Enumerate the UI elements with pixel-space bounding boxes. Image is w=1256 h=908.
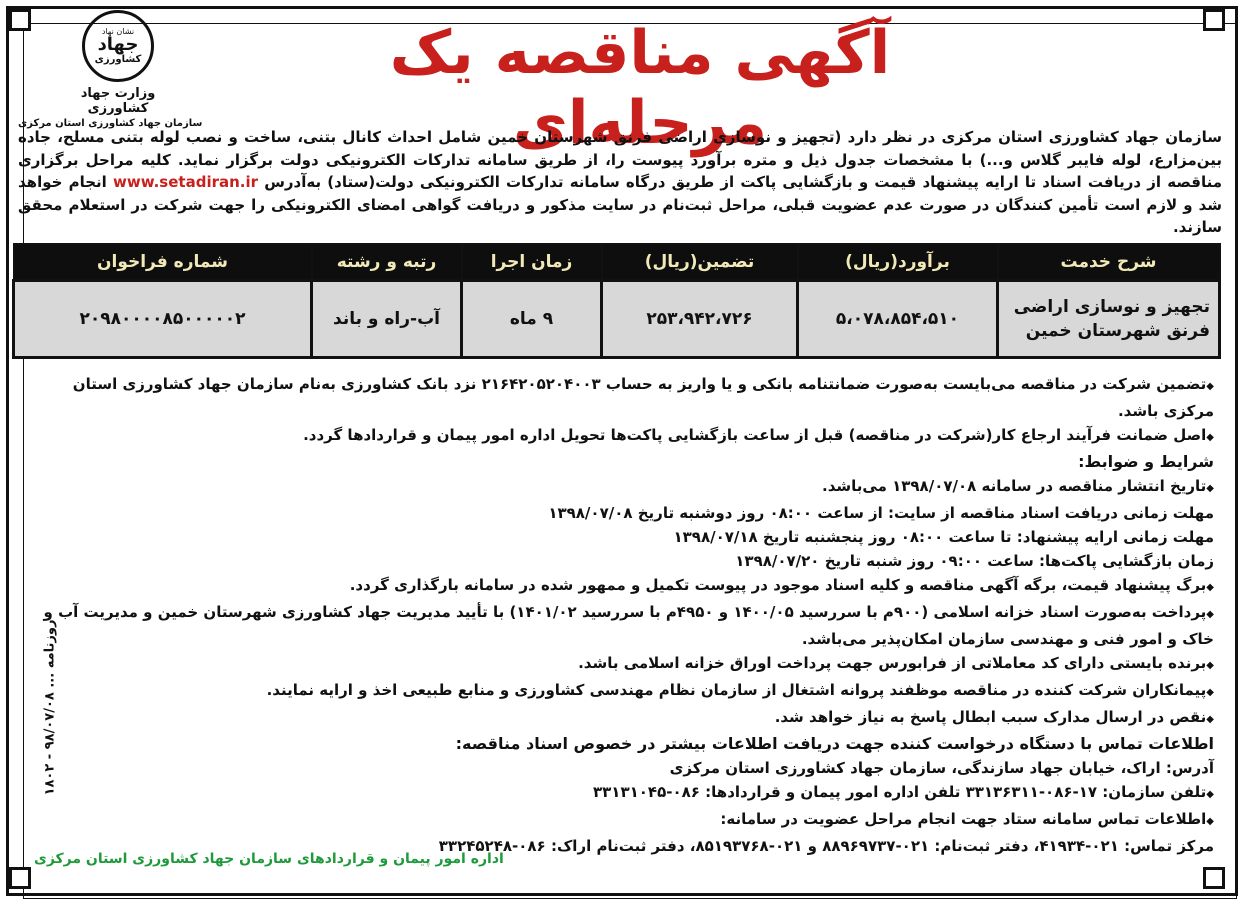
logo-block bbox=[18, 10, 203, 129]
conditions-heading: شرایط و ضوابط: bbox=[1078, 452, 1214, 471]
emblem-top-text: نشان نهاد bbox=[101, 27, 135, 36]
header-grade: رتبه و رشته bbox=[312, 244, 462, 281]
header-duration: زمان اجرا bbox=[462, 244, 602, 281]
organization-name: سازمان جهاد کشاورزی استان مرکزی bbox=[18, 118, 203, 129]
header-estimate: برآورد(ریال) bbox=[798, 244, 998, 281]
intro-org-name: سازمان جهاد کشاورزی استان مرکزی bbox=[941, 128, 1222, 146]
cell-guarantee: ۲۵۳،۹۴۲،۷۲۶ bbox=[602, 281, 798, 358]
license-note: ◆ پیمانکاران شرکت کننده در مناقصه موظفند پروانه اشتغال از سازمان نظام مهندسی کشاورزی و منابع طبیعی اخذ و ارایه نمایند. bbox=[18, 678, 1214, 705]
incomplete-docs-note: ◆ نقص در ارسال مدارک سبب ابطال پاسخ به نیاز خواهد شد. bbox=[18, 705, 1214, 732]
opening-time-label: زمان بازگشایی پاکت‌ها: bbox=[1033, 552, 1214, 570]
tender-table bbox=[12, 243, 1221, 359]
setad-url-link[interactable]: www.setadiran.ir bbox=[113, 173, 259, 191]
address-line bbox=[18, 756, 1214, 780]
trading-code-note: ◆ برنده بایستی دارای کد معاملاتی از فرابورس جهت پرداخت اوراق خزانه اسلامی باشد. bbox=[18, 651, 1214, 678]
table-row bbox=[14, 281, 1220, 358]
intro-text-2: انجام خواهد شد و لازم است تأمین کنندگان در صورت عدم عضویت قبلی، مراحل ثبت‌نام در سایت مذکور و دریافت گواهی امضای الکترونیکی را جهت شرکت در استعلام محقق سازند. bbox=[18, 173, 1222, 236]
address-label: آدرس: bbox=[1160, 759, 1214, 777]
submit-deadline-label: مهلت زمانی ارایه پیشنهاد: bbox=[1011, 528, 1214, 546]
header-service: شرح خدمت bbox=[998, 244, 1220, 281]
ad-title: آگهی مناقصه یک مرحله‌ای bbox=[389, 18, 891, 158]
call-center-line: مرکز تماس: ۰۲۱-۴۱۹۳۴، دفتر ثبت‌نام: ۰۲۱-۸۸۹۶۹۷۳۷ و ۰۲۱-۸۵۱۹۳۷۶۸، دفتر ثبت‌نام اراک: ۰۸۶-۳۳۲۴۵۲۴۸ bbox=[438, 837, 1214, 855]
cell-call-number: ۲۰۹۸۰۰۰۰۸۵۰۰۰۰۰۲ bbox=[14, 281, 312, 358]
conditions-body bbox=[18, 372, 1214, 858]
opening-time-value: ساعت ۰۹:۰۰ روز شنبه تاریخ ۱۳۹۸/۰۷/۲۰ bbox=[735, 552, 1034, 570]
frame-corner bbox=[1203, 867, 1225, 889]
cell-grade: آب-راه و باند bbox=[312, 281, 462, 358]
frame-corner bbox=[9, 867, 31, 889]
receive-deadline-value: از ساعت ۰۸:۰۰ روز دوشنبه تاریخ ۱۳۹۸/۰۷/۰۸ bbox=[548, 504, 883, 522]
frame-corner bbox=[9, 9, 31, 31]
intro-text-1: در نظر دارد (تجهیز و نوسازی اراضی فرنق شهرستان خمین شامل احداث کانال بتنی، ساخت و نصب لوله بتنی مسلح، جاده بین‌مزارع، لوله فایبر گلاس و...) با مشخصات جدول ذیل و متره برآورد پیوست را، از طریق سامانه تدارکات الکترونیکی دولت برگزار نماید. کلیه مراحل برگزاری مناقصه از دریافت اسناد تا ارایه پیشنهاد قیمت و بازگشایی پاکت از طریق درگاه سامانه تدارکات الکترونیکی دولت(ستاد) به‌آدرس bbox=[18, 128, 1222, 191]
cell-duration: ۹ ماه bbox=[462, 281, 602, 358]
cell-description: تجهیز و نوسازی اراضی فرنق شهرستان خمین bbox=[998, 281, 1220, 358]
contact-heading: اطلاعات تماس با دستگاه درخواست کننده جهت دریافت اطلاعات بیشتر در خصوص اسناد مناقصه: bbox=[455, 734, 1214, 753]
table-header-row bbox=[14, 244, 1220, 281]
publish-date-note: ◆ تاریخ انتشار مناقصه در سامانه ۱۳۹۸/۰۷/۰۸ می‌باشد. bbox=[18, 474, 1214, 501]
ministry-emblem bbox=[82, 10, 154, 82]
header-call-number: شماره فراخوان bbox=[14, 244, 312, 281]
cell-estimate: ۵،۰۷۸،۸۵۴،۵۱۰ bbox=[798, 281, 998, 358]
submit-deadline-value: تا ساعت ۰۸:۰۰ روز پنجشنبه تاریخ ۱۳۹۸/۰۷/۱۸ bbox=[673, 528, 1012, 546]
opening-time bbox=[18, 549, 1214, 573]
ministry-name: وزارت جهاد کشاورزی bbox=[80, 86, 156, 116]
documents-note: ◆ برگ پیشنهاد قیمت، برگه آگهی مناقصه و کلیه اسناد موجود در پیوست تکمیل و ممهور شده در سامانه بارگذاری گردد. bbox=[18, 573, 1214, 600]
guarantee-note: ◆ تضمین شرکت در مناقصه می‌بایست به‌صورت ضمانتنامه بانکی و یا واریز به حساب ۲۱۶۴۲۰۵۲۰۴۰۰۳ نزد بانک کشاورزی به‌نام سازمان جهاد کشاورزی استان مرکزی باشد. bbox=[18, 372, 1214, 423]
emblem-sub-text: کشاورزی bbox=[94, 54, 142, 65]
guarantee-delivery-note: ◆ اصل ضمانت فرآیند ارجاع کار(شرکت در مناقصه) قبل از ساعت بازگشایی پاکت‌ها تحویل اداره امور پیمان و قراردادها گردد. bbox=[18, 423, 1214, 450]
setad-contact-note: ◆ اطلاعات تماس سامانه ستاد جهت انجام مراحل عضویت در سامانه: bbox=[18, 807, 1214, 834]
receive-deadline bbox=[18, 501, 1214, 525]
frame-corner bbox=[1203, 9, 1225, 31]
phones-line: ◆ تلفن سازمان: ۱۷-۰۸۶-۳۳۱۳۶۳۱۱ تلفن اداره امور پیمان و قراردادها: ۰۸۶-۳۳۱۳۱۰۴۵ bbox=[18, 780, 1214, 807]
emblem-main-text: جهاد bbox=[97, 34, 139, 55]
receive-deadline-label: مهلت زمانی دریافت اسناد مناقصه از سایت: bbox=[882, 504, 1214, 522]
intro-paragraph bbox=[18, 126, 1222, 239]
payment-note: ◆ پرداخت به‌صورت اسناد خزانه اسلامی (۹۰۰م با سررسید ۱۴۰۰/۰۵ و ۴۹۵۰م با سررسید ۱۴۰۱/۰۲) با تأیید مدیریت جهاد کشاورزی شهرستان خمین و مدیریت آب و خاک و امور فنی و مهندسی سازمان امکان‌پذیر می‌باشد. bbox=[18, 600, 1214, 651]
side-publication-stamp: روزنامه ... ۹۸/۰۷/۰۸ - ۱۸۰۲ bbox=[42, 619, 58, 796]
submit-deadline bbox=[18, 525, 1214, 549]
footer-signature: اداره امور پیمان و قراردادهای سازمان جهاد کشاورزی استان مرکزی bbox=[34, 851, 504, 867]
address-value: اراک، خیابان جهاد سازندگی، سازمان جهاد کشاورزی استان مرکزی bbox=[669, 759, 1161, 777]
header-guarantee: تضمین(ریال) bbox=[602, 244, 798, 281]
